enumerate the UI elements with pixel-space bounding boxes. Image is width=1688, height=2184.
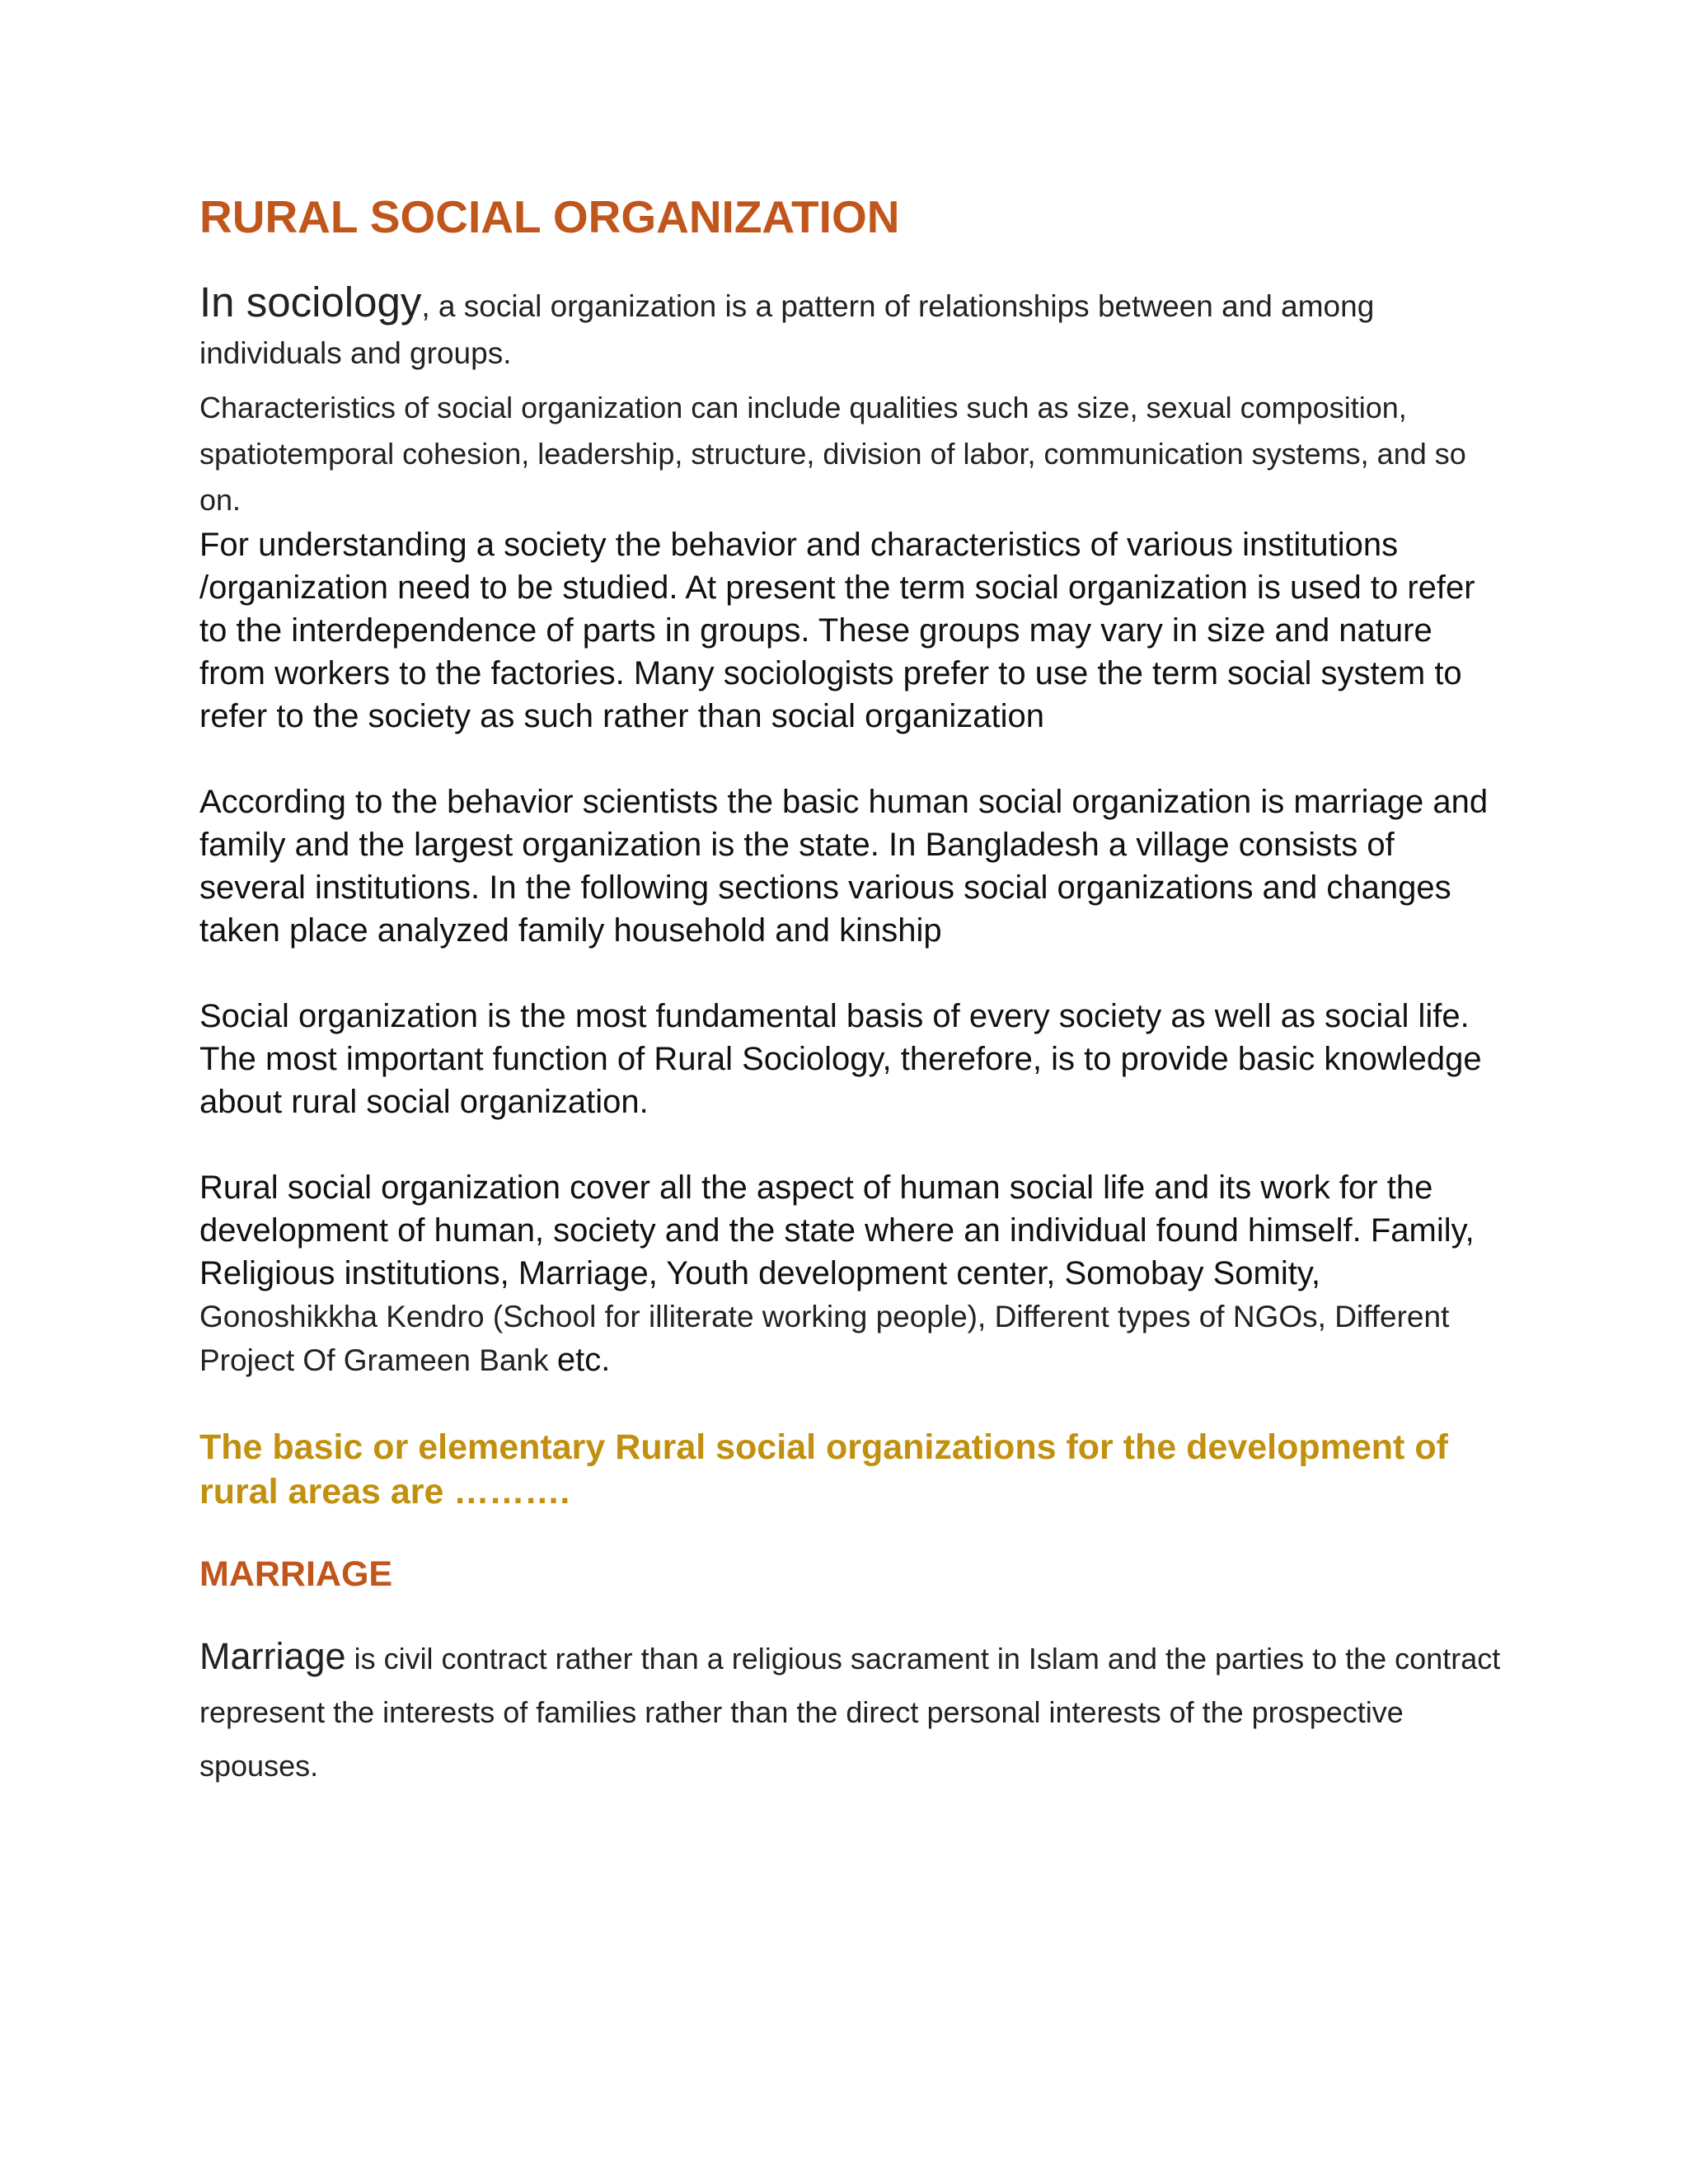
rural-text-2: Gonoshikkha Kendro (School for illiterate working people), Different types of NGOs, Different Project Of Grameen Bank bbox=[199, 1300, 1450, 1377]
paragraph-fundamental-basis: Social organization is the most fundamental basis of every society as well as social life. The most important function of Rural Sociology, therefore, is to provide basic knowledge about rural social organization. bbox=[199, 998, 1482, 1120]
marriage-heading: MARRIAGE bbox=[199, 1554, 393, 1594]
section-subheading: The basic or elementary Rural social organizations for the development of rural areas are ………. bbox=[199, 1427, 1448, 1511]
spacer bbox=[199, 738, 1502, 780]
intro-paragraph bbox=[199, 279, 1502, 377]
rural-text-1: Rural social organization cover all the aspect of human social life and its work for the development of human, society and the state where an individual found himself. Family, Religious institutions, Marriage, Youth development center, Somobay Somity, bbox=[199, 1169, 1475, 1291]
rural-text-3: etc. bbox=[556, 1342, 611, 1378]
characteristics-paragraph: Characteristics of social organization can include qualities such as size, sexual composition, spatiotemporal cohesion, leadership, structure, division of labor, communication systems, and so on. bbox=[199, 391, 1466, 517]
intro-lead: In sociology bbox=[199, 279, 422, 326]
marriage-lead: Marriage bbox=[199, 1634, 346, 1677]
paragraph-understanding: For understanding a society the behavior and characteristics of various institutions /organization need to be studied. At present the term social organization is used to refer to the interdependence of parts in groups. These groups may vary in size and nature from workers to the factories. Many sociologists prefer to use the term social system to refer to the society as such rather than social organization bbox=[199, 527, 1475, 734]
spacer bbox=[199, 1123, 1502, 1166]
intro-rest: , a social organization is a pattern of relationships between and among individuals and groups. bbox=[199, 289, 1375, 370]
paragraph-behavior-scientists: According to the behavior scientists the basic human social organization is marriage and family and the largest organization is the state. In Bangladesh a village consists of several institutions. In the following sections various social organizations and changes taken place analyzed family household and kinship bbox=[199, 784, 1489, 949]
page-title: RURAL SOCIAL ORGANIZATION bbox=[199, 191, 900, 242]
marriage-rest: is civil contract rather than a religious sacrament in Islam and the parties to the contract represent the interests of families rather than the direct personal interests of the prospective spouses. bbox=[199, 1641, 1501, 1783]
document-body bbox=[199, 190, 1502, 1793]
paragraph-rural-organization bbox=[199, 1166, 1502, 1382]
marriage-paragraph bbox=[199, 1629, 1502, 1793]
spacer bbox=[199, 952, 1502, 995]
